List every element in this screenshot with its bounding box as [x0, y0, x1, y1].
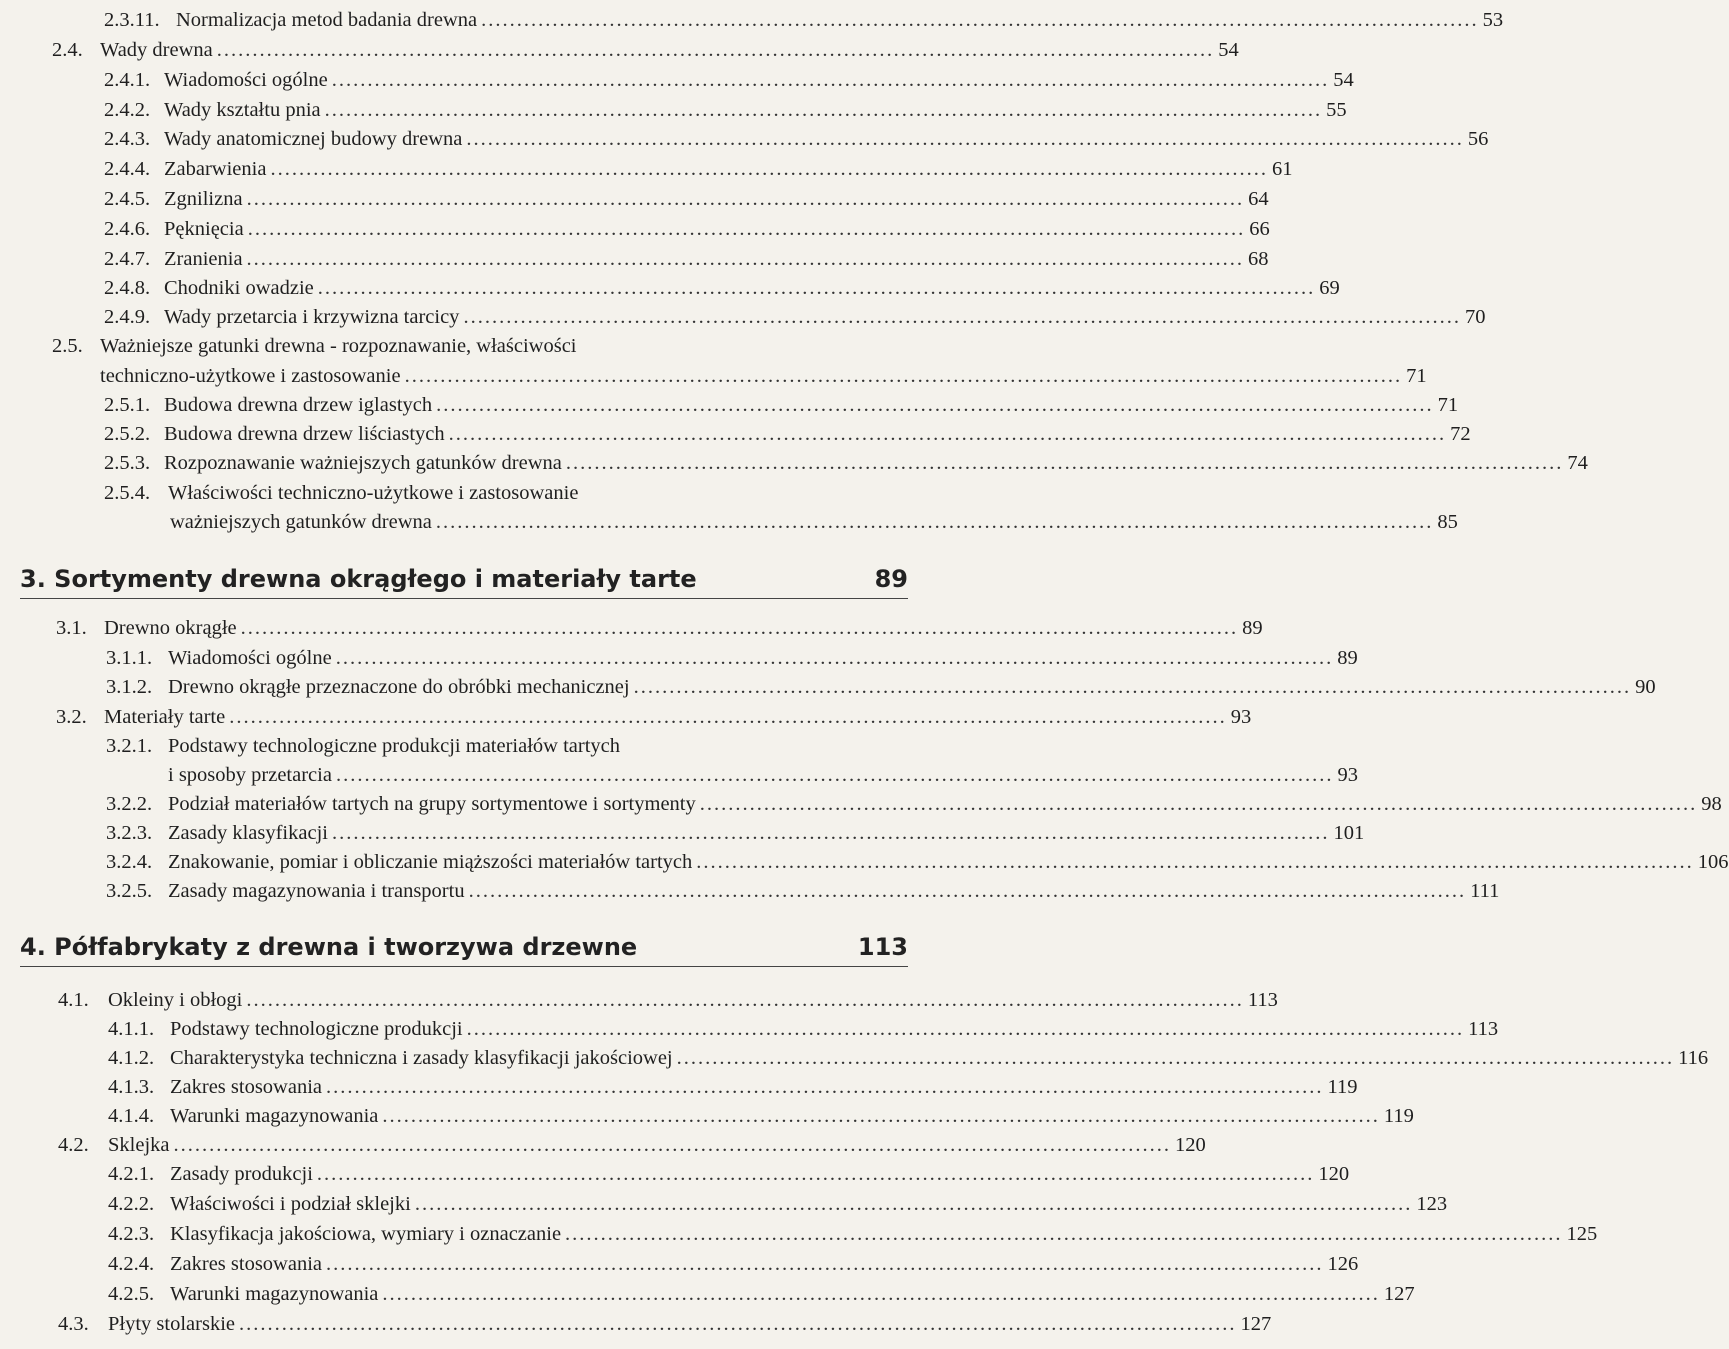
entry-number: 2.4.1.: [104, 69, 151, 91]
entry-number: 2.5.3.: [104, 452, 151, 474]
toc-entry[interactable]: [106, 848, 1729, 876]
entry-number: 3.2.4.: [106, 851, 153, 873]
entry-page: 127: [1383, 1283, 1415, 1305]
entry-number: 2.4.4.: [104, 158, 151, 180]
toc-entry[interactable]: [104, 245, 1269, 273]
toc-entry[interactable]: [108, 1102, 1414, 1130]
leader-dots: ............................................................................................................................................: [247, 218, 1246, 240]
toc-entry[interactable]: [108, 1160, 1350, 1188]
entry-number: 2.4.: [52, 39, 83, 61]
entry-number: 3.2.5.: [106, 880, 153, 902]
toc-entry[interactable]: [104, 96, 1347, 124]
entry-title-continued: ważniejszych gatunków drewna: [170, 511, 432, 533]
entry-title: Chodniki owadzie: [164, 277, 314, 299]
entry-page: 74: [1567, 452, 1588, 474]
entry-title: Zgnilizna: [164, 188, 243, 210]
leader-dots: ............................................................................................................................................: [382, 1105, 1380, 1127]
entry-number: 2.3.11.: [104, 9, 160, 31]
entry-title-continued: i sposoby przetarcia: [168, 764, 332, 786]
leader-dots: ............................................................................................................................................: [382, 1283, 1380, 1305]
entry-title: Rozpoznawanie ważniejszych gatunków drewna: [164, 452, 562, 474]
entry-page: 113: [1247, 989, 1278, 1011]
entry-title: Warunki magazynowania: [170, 1105, 379, 1127]
entry-title: Wiadomości ogólne: [168, 647, 332, 669]
entry-page: 53: [1482, 9, 1504, 31]
entry-number: 3.1.2.: [106, 676, 153, 698]
entry-title: Drewno okrągłe: [104, 617, 237, 639]
entry-number: 4.1.4.: [108, 1105, 155, 1127]
toc-entry[interactable]: [108, 1280, 1415, 1308]
entry-number: 2.4.2.: [104, 99, 151, 121]
entry-page: 123: [1416, 1193, 1448, 1215]
leader-dots: ............................................................................................................................................: [246, 248, 1245, 270]
entry-page: 127: [1240, 1313, 1272, 1335]
toc-entry[interactable]: [104, 66, 1354, 94]
toc-entry[interactable]: [58, 986, 1278, 1014]
entry-number: 4.2.: [58, 1134, 89, 1156]
entry-title: Zakres stosowania: [170, 1076, 322, 1098]
toc-entry[interactable]: [108, 1190, 1448, 1218]
toc-entry[interactable]: [170, 508, 1458, 536]
entry-number: 2.5.: [52, 335, 83, 357]
entry-number: 2.4.3.: [104, 128, 151, 150]
leader-dots: ............................................................................................................................................: [676, 1047, 1675, 1069]
entry-page: 101: [1333, 822, 1365, 844]
entry-page: 55: [1326, 99, 1347, 121]
leader-dots: ............................................................................................................................................: [326, 1076, 1324, 1098]
entry-page: 89: [1337, 647, 1358, 669]
entry-page: 71: [1437, 394, 1459, 416]
entry-page: 125: [1566, 1223, 1598, 1245]
entry-page: 71: [1406, 365, 1427, 387]
toc-entry[interactable]: [106, 673, 1656, 701]
chapter-page: 89: [874, 565, 908, 593]
entry-number: 2.4.6.: [104, 218, 151, 240]
entry-page: 72: [1450, 423, 1471, 445]
leader-dots: ............................................................................................................................................: [246, 989, 1244, 1011]
entry-page: 119: [1383, 1105, 1414, 1127]
chapter-rule: [20, 598, 908, 599]
entry-page: 54: [1333, 69, 1354, 91]
chapter-heading[interactable]: [20, 562, 908, 596]
leader-dots: ............................................................................................................................................: [216, 39, 1215, 61]
toc-entry[interactable]: [106, 790, 1722, 818]
leader-dots: ............................................................................................................................................: [448, 423, 1447, 445]
entry-page: 64: [1248, 188, 1269, 210]
leader-dots: ............................................................................................................................................: [414, 1193, 1413, 1215]
entry-title: Podział materiałów tartych na grupy sortymentowe i sortymenty: [168, 793, 696, 815]
entry-title: Właściwości techniczno-użytkowe i zastosowanie: [168, 482, 579, 504]
leader-dots: ............................................................................................................................................: [436, 394, 1434, 416]
leader-dots: ............................................................................................................................................: [246, 188, 1245, 210]
entry-number: 2.4.5.: [104, 188, 151, 210]
entry-title: Zranienia: [164, 248, 243, 270]
leader-dots: ............................................................................................................................................: [173, 1134, 1171, 1156]
toc-entry[interactable]: [106, 819, 1365, 847]
leader-dots: ............................................................................................................................................: [468, 880, 1467, 902]
leader-dots: ............................................................................................................................................: [317, 277, 1316, 299]
entry-page: 93: [1230, 706, 1252, 728]
toc-entry[interactable]: [56, 703, 1252, 731]
toc-entry[interactable]: [106, 644, 1358, 672]
entry-page: 120: [1175, 1134, 1206, 1156]
toc-entry[interactable]: [58, 1310, 1272, 1338]
entry-title: Zasady magazynowania i transportu: [168, 880, 465, 902]
chapter-title: 3. Sortymenty drewna okrągłego i materiały tarte: [20, 565, 697, 593]
entry-title: Zasady klasyfikacji: [168, 822, 328, 844]
leader-dots: ............................................................................................................................................: [565, 1223, 1563, 1245]
entry-title: Budowa drewna drzew iglastych: [164, 394, 433, 416]
entry-title: Pęknięcia: [164, 218, 244, 240]
entry-title: Znakowanie, pomiar i obliczanie miąższości materiałów tartych: [168, 851, 693, 873]
entry-title: Wady kształtu pnia: [164, 99, 321, 121]
leader-dots: ............................................................................................................................................: [331, 69, 1330, 91]
toc-entry[interactable]: [108, 1015, 1499, 1043]
toc-entry[interactable]: [100, 362, 1427, 390]
toc-entry[interactable]: [104, 155, 1293, 183]
toc-entry[interactable]: [108, 1044, 1709, 1072]
entry-number: 2.5.2.: [104, 423, 151, 445]
entry-number: 4.2.1.: [108, 1163, 155, 1185]
entry-title: Wady drewna: [100, 39, 213, 61]
toc-entry[interactable]: [108, 1220, 1598, 1248]
toc-entry[interactable]: [104, 391, 1459, 419]
entry-title: Warunki magazynowania: [170, 1283, 379, 1305]
entry-title: Budowa drewna drzew liściastych: [164, 423, 445, 445]
entry-title: Materiały tarte: [104, 706, 226, 728]
leader-dots: ............................................................................................................................................: [270, 158, 1268, 180]
entry-number: 3.2.3.: [106, 822, 153, 844]
entry-page: 120: [1318, 1163, 1350, 1185]
entry-title: Wiadomości ogólne: [164, 69, 328, 91]
leader-dots: ............................................................................................................................................: [240, 617, 1239, 639]
toc-entry[interactable]: [104, 185, 1269, 213]
entry-number: 4.3.: [58, 1313, 89, 1335]
entry-page: 90: [1635, 676, 1656, 698]
entry-number: 4.2.4.: [108, 1253, 155, 1275]
entry-page: 111: [1470, 880, 1500, 902]
toc-entry[interactable]: [104, 274, 1340, 302]
entry-page: 66: [1249, 218, 1270, 240]
entry-title: Właściwości i podział sklejki: [170, 1193, 411, 1215]
entry-title: Wady anatomicznej budowy drewna: [164, 128, 463, 150]
toc-entry-line1[interactable]: [52, 332, 577, 360]
entry-number: 4.1.2.: [108, 1047, 155, 1069]
entry-number: 2.5.1.: [104, 394, 151, 416]
entry-title: Sklejka: [108, 1134, 170, 1156]
leader-dots: ............................................................................................................................................: [435, 511, 1434, 533]
toc-entry-line1[interactable]: [106, 732, 620, 760]
leader-dots: ............................................................................................................................................: [463, 306, 1461, 328]
entry-title: Okleiny i obłogi: [108, 989, 243, 1011]
leader-dots: ............................................................................................................................................: [238, 1313, 1237, 1335]
entry-title: Zakres stosowania: [170, 1253, 322, 1275]
toc-entry[interactable]: [104, 125, 1489, 153]
entry-number: 3.1.1.: [106, 647, 153, 669]
chapter-title: 4. Półfabrykaty z drewna i tworzywa drzewne: [20, 933, 638, 961]
toc-entry[interactable]: [104, 449, 1588, 477]
entry-title: Podstawy technologiczne produkcji: [170, 1018, 463, 1040]
entry-page: 89: [1242, 617, 1263, 639]
entry-page: 113: [1468, 1018, 1499, 1040]
leader-dots: ............................................................................................................................................: [699, 793, 1698, 815]
entry-number: 4.1.: [58, 989, 89, 1011]
entry-title: Drewno okrągłe przeznaczone do obróbki mechanicznej: [168, 676, 630, 698]
entry-page: 70: [1464, 306, 1486, 328]
entry-number: 3.2.1.: [106, 735, 153, 757]
entry-number: 2.4.9.: [104, 306, 151, 328]
entry-page: 56: [1467, 128, 1489, 150]
entry-page: 98: [1701, 793, 1722, 815]
entry-title: Klasyfikacja jakościowa, wymiary i oznaczanie: [170, 1223, 562, 1245]
entry-title-continued: techniczno-użytkowe i zastosowanie: [100, 365, 401, 387]
toc-entry[interactable]: [106, 877, 1500, 905]
chapter-page: 113: [857, 933, 908, 961]
entry-number: 4.1.1.: [108, 1018, 155, 1040]
toc-entry[interactable]: [168, 761, 1358, 789]
entry-title: Podstawy technologiczne produkcji materiałów tartych: [168, 735, 621, 757]
toc-entry-line1[interactable]: [104, 479, 578, 507]
leader-dots: ............................................................................................................................................: [326, 1253, 1324, 1275]
toc-entry[interactable]: [58, 1131, 1206, 1159]
entry-title: Wady przetarcia i krzywizna tarcicy: [164, 306, 460, 328]
entry-page: 116: [1678, 1047, 1709, 1069]
leader-dots: ............................................................................................................................................: [565, 452, 1564, 474]
entry-page: 69: [1319, 277, 1340, 299]
leader-dots: ............................................................................................................................................: [316, 1163, 1315, 1185]
entry-number: 4.2.2.: [108, 1193, 155, 1215]
entry-number: 2.4.8.: [104, 277, 151, 299]
entry-number: 3.2.2.: [106, 793, 153, 815]
toc-entry[interactable]: [104, 420, 1471, 448]
leader-dots: ............................................................................................................................................: [481, 9, 1479, 31]
entry-page: 119: [1327, 1076, 1358, 1098]
entry-page: 106: [1697, 851, 1729, 873]
toc-entry[interactable]: [52, 36, 1239, 64]
entry-number: 2.4.7.: [104, 248, 151, 270]
toc-entry[interactable]: [108, 1073, 1358, 1101]
entry-title: Zasady produkcji: [170, 1163, 313, 1185]
entry-number: 3.1.: [56, 617, 87, 639]
leader-dots: ............................................................................................................................................: [466, 1018, 1465, 1040]
leader-dots: ............................................................................................................................................: [335, 647, 1334, 669]
entry-number: 3.2.: [56, 706, 87, 728]
toc-entry[interactable]: [104, 215, 1270, 243]
toc-entry[interactable]: [104, 6, 1504, 34]
entry-title: Normalizacja metod badania drewna: [176, 9, 478, 31]
leader-dots: ............................................................................................................................................: [696, 851, 1694, 873]
toc-entry[interactable]: [56, 614, 1263, 642]
entry-page: 61: [1271, 158, 1293, 180]
entry-number: 2.5.4.: [104, 482, 151, 504]
chapter-heading[interactable]: [20, 930, 908, 964]
entry-title: Ważniejsze gatunki drewna - rozpoznawanie, właściwości: [100, 335, 577, 357]
entry-number: 4.1.3.: [108, 1076, 155, 1098]
leader-dots: ............................................................................................................................................: [229, 706, 1227, 728]
entry-page: 85: [1437, 511, 1458, 533]
leader-dots: ............................................................................................................................................: [331, 822, 1330, 844]
leader-dots: ............................................................................................................................................: [324, 99, 1323, 121]
leader-dots: ............................................................................................................................................: [466, 128, 1464, 150]
toc-entry[interactable]: [104, 303, 1486, 331]
entry-page: 93: [1337, 764, 1358, 786]
entry-page: 68: [1248, 248, 1269, 270]
entry-number: 4.2.3.: [108, 1223, 155, 1245]
leader-dots: ............................................................................................................................................: [633, 676, 1632, 698]
leader-dots: ............................................................................................................................................: [335, 764, 1334, 786]
entry-page: 126: [1327, 1253, 1359, 1275]
entry-number: 4.2.5.: [108, 1283, 155, 1305]
toc-entry[interactable]: [108, 1250, 1359, 1278]
entry-title: Zabarwienia: [164, 158, 267, 180]
entry-page: 54: [1218, 39, 1239, 61]
leader-dots: ............................................................................................................................................: [404, 365, 1403, 387]
chapter-rule: [20, 966, 908, 967]
entry-title: Charakterystyka techniczna i zasady klasyfikacji jakościowej: [170, 1047, 673, 1069]
entry-title: Płyty stolarskie: [108, 1313, 235, 1335]
